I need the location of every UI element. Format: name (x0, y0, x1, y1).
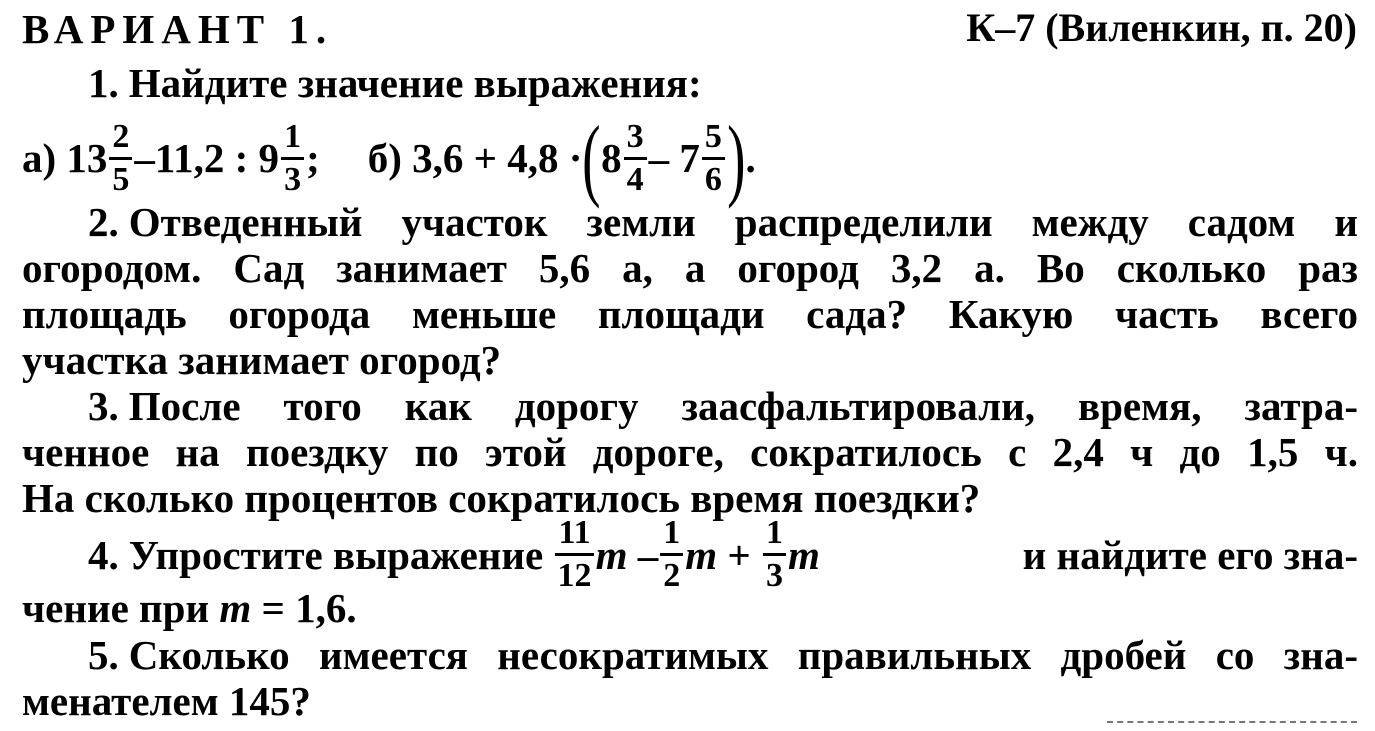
task-3-line-1: 3. После того как дорогу заасфальтировали, время, затра- (88, 383, 1358, 429)
task-1-number: 1. (88, 60, 119, 106)
task-4-text-before: Упростите выражение (128, 531, 544, 578)
task-5-line-1: 5. Сколько имеется несократимых правильных дробей со зна- (88, 632, 1358, 678)
left-paren: ( (582, 107, 601, 209)
task-3-line-3: На сколько процентов сократилось время поездки? (22, 475, 981, 521)
task-4-number: 4. (88, 531, 119, 578)
header-variant: ВАРИАНТ 1. (22, 6, 334, 52)
task-1a-whole1: 13 (66, 135, 108, 181)
task-4-var-4: m (219, 585, 252, 631)
task-2-line-2: огородом. Сад занимает 5,6 а, а огород 3,2 а. Во сколько раз (22, 245, 1358, 291)
task-4-line-2: чение при m = 1,6. (22, 585, 357, 631)
task-1-title (88, 60, 702, 106)
task-5-number: 5. (88, 632, 119, 678)
task-4-var-1: m (595, 531, 628, 578)
task-2-line-3: площадь огорода меньше площади сада? Какую часть всего (22, 291, 1358, 337)
task-4-var-3: m (788, 531, 820, 578)
task-4-var-2: m (685, 531, 718, 578)
task-1b-fraction-2: $\frac{5}{6}$ (702, 120, 725, 197)
task-1a-fraction-1: $\frac{2}{5}$ (109, 120, 132, 197)
task-4-fraction-3: $\frac{1}{3}$ (763, 516, 786, 593)
task-4-text-after: и найдите его зна- (1022, 531, 1358, 578)
task-2-number: 2. (88, 199, 119, 245)
task-2-line-4: участка занимает огород? (22, 337, 502, 383)
task-1-text: Найдите значение выражения: (128, 60, 702, 106)
bottom-rule (1107, 721, 1357, 723)
task-1-expressions (22, 107, 756, 209)
task-3-line-2: ченное на поездку по этой дороге, сократилось с 2,4 ч до 1,5 ч. (22, 429, 1358, 475)
task-4-op-1: – (637, 531, 659, 578)
task-1a-end: ; (306, 135, 320, 181)
task-1b-label: б) (367, 135, 402, 181)
task-1b-end: . (745, 135, 756, 181)
task-1a-middle: –11,2 : 9 (134, 135, 280, 181)
task-1b-whole1: 8 (601, 135, 622, 181)
task-1b-fraction-1: $\frac{3}{4}$ (624, 120, 647, 197)
task-4-fraction-1: $\frac{11}{12}$ (555, 516, 593, 593)
header-code: К–7 (Виленкин, п. 20) (966, 5, 1357, 50)
task-1a-label: а) (22, 135, 57, 181)
right-paren: ) (726, 107, 746, 209)
task-1a-fraction-2: $\frac{1}{3}$ (281, 120, 304, 197)
task-1b-minus: – 7 (648, 135, 700, 181)
task-5-line-2: менателем 145? (22, 678, 311, 724)
task-4-fraction-2: $\frac{1}{2}$ (660, 516, 683, 593)
task-3-number: 3. (88, 383, 119, 429)
task-4-op-2: + (727, 531, 751, 578)
task-4-line-1 (88, 516, 1358, 593)
task-1b-start: 3,6 + 4,8 · (412, 135, 583, 181)
task-2-line-1: 2. Отведенный участок земли распределили между садом и (88, 199, 1358, 245)
